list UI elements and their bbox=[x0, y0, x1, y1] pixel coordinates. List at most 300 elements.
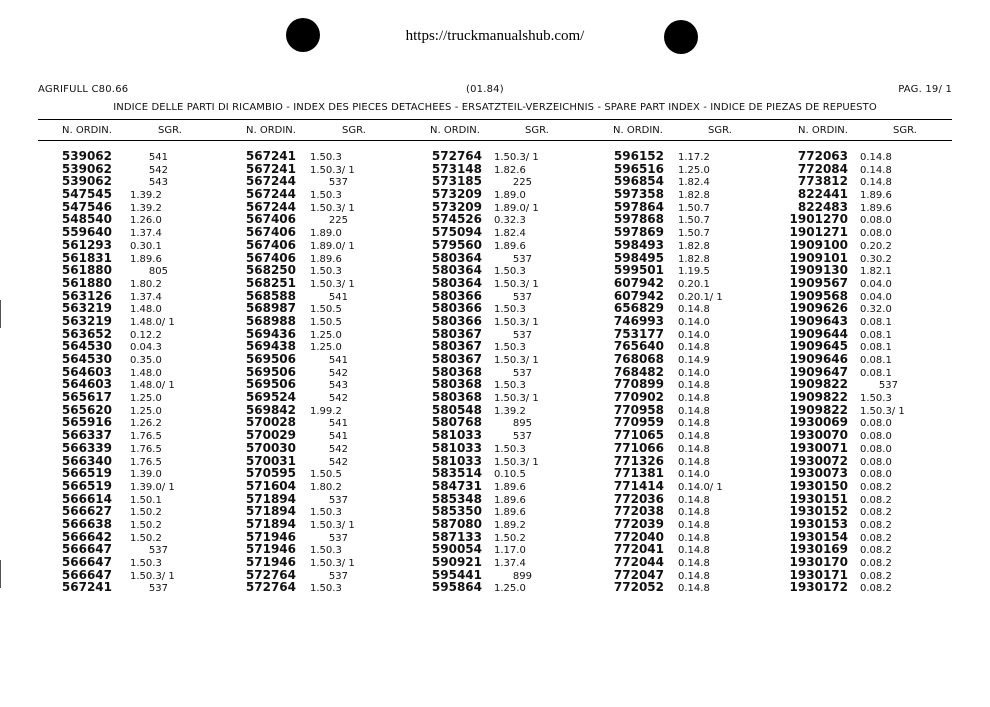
group-code: 1.50.5 bbox=[310, 304, 342, 316]
part-number: 570030 bbox=[245, 440, 296, 455]
part-number: 566638 bbox=[61, 516, 112, 531]
part-number: 772036 bbox=[613, 491, 664, 506]
group-code: 1.39.2 bbox=[130, 202, 162, 214]
group-code: 805 bbox=[148, 266, 168, 278]
part-number: 583514 bbox=[431, 466, 482, 481]
group-code: 1.99.2 bbox=[310, 405, 342, 417]
part-number: 596854 bbox=[613, 174, 664, 189]
table-row bbox=[48, 212, 200, 225]
table-row bbox=[224, 162, 396, 175]
part-number: 580366 bbox=[431, 301, 482, 316]
part-number: 569506 bbox=[245, 377, 296, 392]
table-row bbox=[770, 390, 930, 403]
part-number: 580768 bbox=[431, 415, 482, 430]
part-number: 580364 bbox=[431, 263, 482, 278]
group-code: 1.50.3/ 1 bbox=[310, 558, 355, 569]
group-code: 1.82.8 bbox=[678, 190, 710, 202]
table-row bbox=[770, 352, 930, 365]
part-number: 772047 bbox=[613, 567, 664, 582]
table-row bbox=[592, 479, 764, 492]
part-number: 1909822 bbox=[789, 377, 848, 392]
part-number: 1909645 bbox=[789, 339, 848, 354]
part-number: 564530 bbox=[61, 339, 112, 354]
part-number: 567244 bbox=[245, 187, 296, 202]
table-row bbox=[410, 149, 580, 162]
part-number: 1909646 bbox=[789, 352, 848, 366]
group-code: 1.50.3/ 1 bbox=[494, 278, 539, 290]
table-row bbox=[592, 276, 764, 289]
group-code: 1.50.1 bbox=[130, 494, 162, 506]
part-number: 571604 bbox=[245, 478, 296, 493]
part-number: 1909643 bbox=[789, 313, 848, 328]
table-row bbox=[48, 568, 200, 581]
part-number: 575094 bbox=[431, 225, 482, 240]
part-number: 568588 bbox=[245, 288, 296, 303]
table-row bbox=[592, 365, 764, 378]
part-number: 539062 bbox=[61, 161, 112, 176]
group-code: 1.48.0 bbox=[130, 367, 162, 379]
column-header-ordin: N. ORDIN. bbox=[798, 125, 848, 136]
group-code: 0.08.2 bbox=[860, 494, 892, 506]
table-row bbox=[592, 251, 764, 264]
group-code: 1.50.3 bbox=[494, 342, 526, 354]
group-code: 1.25.0 bbox=[310, 342, 342, 354]
group-code: 1.48.0/ 1 bbox=[130, 380, 175, 392]
part-number: 566519 bbox=[61, 478, 112, 493]
part-number: 571894 bbox=[245, 491, 296, 506]
group-code: 537 bbox=[148, 545, 168, 557]
table-row bbox=[592, 162, 764, 175]
table-row bbox=[48, 251, 200, 264]
group-code: 1.50.7 bbox=[678, 228, 710, 240]
table-row bbox=[48, 454, 200, 467]
table-row bbox=[592, 187, 764, 200]
part-number: 768482 bbox=[613, 364, 664, 379]
group-code: 0.08.2 bbox=[860, 532, 892, 544]
part-number: 571946 bbox=[245, 542, 296, 557]
part-number: 566642 bbox=[61, 529, 112, 544]
group-code: 541 bbox=[328, 418, 348, 430]
part-number: 595441 bbox=[431, 567, 482, 582]
group-code: 0.08.2 bbox=[860, 545, 892, 557]
table-row bbox=[410, 276, 580, 289]
group-code: 0.14.8 bbox=[678, 380, 710, 392]
group-code: 225 bbox=[328, 215, 348, 227]
table-row bbox=[770, 162, 930, 175]
group-code: 0.14.0 bbox=[678, 469, 710, 481]
table-row bbox=[48, 301, 200, 314]
table-row bbox=[410, 238, 580, 251]
table-row bbox=[410, 466, 580, 479]
table-row bbox=[592, 174, 764, 187]
table-row bbox=[224, 365, 396, 378]
group-code: 0.08.1 bbox=[860, 367, 892, 379]
table-row bbox=[770, 238, 930, 251]
part-number: 772063 bbox=[797, 149, 848, 163]
group-code: 1.50.5 bbox=[310, 469, 342, 481]
group-code: 537 bbox=[512, 253, 532, 265]
part-number: 563126 bbox=[61, 288, 112, 303]
part-number: 565620 bbox=[61, 402, 112, 417]
group-code: 1.25.0 bbox=[310, 329, 342, 341]
table-row bbox=[48, 238, 200, 251]
group-code: 0.08.1 bbox=[860, 342, 892, 354]
table-row bbox=[48, 555, 200, 568]
table-row bbox=[48, 441, 200, 454]
group-code: 1.17.2 bbox=[678, 152, 710, 163]
group-code: 1.50.3 bbox=[130, 558, 162, 569]
table-row bbox=[770, 555, 930, 568]
table-row bbox=[410, 314, 580, 327]
group-code: 225 bbox=[512, 177, 532, 189]
table-row bbox=[592, 568, 764, 581]
table-row bbox=[48, 339, 200, 352]
group-code: 541 bbox=[148, 152, 168, 163]
group-code: 1.50.3/ 1 bbox=[310, 519, 355, 531]
part-number: 772084 bbox=[797, 161, 848, 176]
margin-mark bbox=[0, 300, 1, 328]
part-number: 581033 bbox=[431, 453, 482, 468]
part-number: 568987 bbox=[245, 301, 296, 316]
part-number: 570029 bbox=[245, 428, 296, 443]
table-row bbox=[48, 492, 200, 505]
part-number: 1930070 bbox=[789, 428, 848, 443]
table-row bbox=[770, 365, 930, 378]
table-row bbox=[410, 390, 580, 403]
part-number: 580368 bbox=[431, 390, 482, 405]
group-code: 543 bbox=[148, 177, 168, 189]
table-row bbox=[48, 428, 200, 441]
part-number: 580548 bbox=[431, 402, 482, 417]
part-number: 565617 bbox=[61, 390, 112, 405]
group-code: 1.82.6 bbox=[494, 164, 526, 176]
part-number: 772044 bbox=[613, 555, 664, 569]
table-row bbox=[224, 327, 396, 340]
group-code: 1.89.6 bbox=[494, 240, 526, 252]
table-row bbox=[592, 580, 764, 593]
part-number: 770899 bbox=[613, 377, 664, 392]
table-row bbox=[592, 517, 764, 530]
part-number: 771414 bbox=[613, 478, 664, 493]
part-number: 1909822 bbox=[789, 390, 848, 405]
group-code: 0.14.8 bbox=[678, 443, 710, 455]
part-number: 581033 bbox=[431, 428, 482, 443]
table-row bbox=[592, 428, 764, 441]
part-number: 1930171 bbox=[789, 567, 848, 582]
group-code: 542 bbox=[328, 393, 348, 405]
table-row bbox=[410, 492, 580, 505]
group-code: 537 bbox=[878, 380, 898, 392]
table-row bbox=[770, 517, 930, 530]
table-row bbox=[410, 187, 580, 200]
table-row bbox=[770, 314, 930, 327]
table-row bbox=[592, 225, 764, 238]
table-row bbox=[48, 314, 200, 327]
table-row bbox=[48, 276, 200, 289]
part-number: 1930069 bbox=[789, 415, 848, 430]
table-row bbox=[770, 301, 930, 314]
group-code: 1.39.0 bbox=[130, 469, 162, 481]
group-code: 0.32.0 bbox=[860, 304, 892, 316]
part-number: 607942 bbox=[613, 275, 664, 290]
table-row bbox=[224, 428, 396, 441]
table-row bbox=[592, 492, 764, 505]
group-code: 0.08.2 bbox=[860, 507, 892, 519]
table-row bbox=[410, 263, 580, 276]
table-row bbox=[410, 517, 580, 530]
part-number: 1930071 bbox=[789, 440, 848, 455]
part-number: 599501 bbox=[613, 263, 664, 278]
group-code: 0.20.1 bbox=[678, 278, 710, 290]
table-row bbox=[48, 377, 200, 390]
part-number: 561293 bbox=[61, 237, 112, 252]
group-code: 1.89.6 bbox=[494, 494, 526, 506]
part-number: 746993 bbox=[613, 313, 664, 328]
column-header-sgr: SGR. bbox=[893, 125, 917, 136]
part-number: 567244 bbox=[245, 174, 296, 189]
table-row bbox=[770, 212, 930, 225]
part-number: 567241 bbox=[61, 580, 112, 595]
part-number: 569524 bbox=[245, 390, 296, 405]
table-row bbox=[410, 339, 580, 352]
part-number: 572764 bbox=[431, 149, 482, 163]
group-code: 0.14.8 bbox=[678, 583, 710, 595]
group-code: 0.14.8 bbox=[678, 545, 710, 557]
part-number: 547545 bbox=[61, 187, 112, 202]
part-number: 607942 bbox=[613, 288, 664, 303]
part-number: 566339 bbox=[61, 440, 112, 455]
group-code: 0.08.0 bbox=[860, 215, 892, 227]
group-code: 0.08.1 bbox=[860, 316, 892, 328]
index-column-1 bbox=[48, 149, 200, 593]
part-number: 596152 bbox=[613, 149, 664, 163]
group-code: 0.10.5 bbox=[494, 469, 526, 481]
group-code: 0.14.8 bbox=[678, 494, 710, 506]
group-code: 0.14.0 bbox=[678, 329, 710, 341]
group-code: 0.32.3 bbox=[494, 215, 526, 227]
part-number: 566647 bbox=[61, 542, 112, 557]
part-number: 656829 bbox=[613, 301, 664, 316]
part-number: 567241 bbox=[245, 149, 296, 163]
part-number: 573185 bbox=[431, 174, 482, 189]
table-row bbox=[410, 162, 580, 175]
part-number: 597868 bbox=[613, 212, 664, 227]
table-row bbox=[410, 428, 580, 441]
table-row bbox=[224, 251, 396, 264]
part-number: 569506 bbox=[245, 352, 296, 366]
part-number: 566647 bbox=[61, 567, 112, 582]
column-header-ordin: N. ORDIN. bbox=[430, 125, 480, 136]
group-code: 1.19.5 bbox=[678, 266, 710, 278]
group-code: 1.76.5 bbox=[130, 431, 162, 443]
table-row bbox=[48, 174, 200, 187]
group-code: 1.89.0/ 1 bbox=[494, 202, 539, 214]
group-code: 1.82.8 bbox=[678, 253, 710, 265]
part-number: 585348 bbox=[431, 491, 482, 506]
group-code: 0.08.2 bbox=[860, 481, 892, 493]
table-row bbox=[592, 504, 764, 517]
table-row bbox=[48, 289, 200, 302]
column-header-ordin: N. ORDIN. bbox=[62, 125, 112, 136]
table-row bbox=[48, 162, 200, 175]
group-code: 1.50.2 bbox=[130, 519, 162, 531]
table-row bbox=[592, 415, 764, 428]
table-row bbox=[224, 403, 396, 416]
group-code: 1.50.3 bbox=[494, 304, 526, 316]
column-header-sgr: SGR. bbox=[158, 125, 182, 136]
part-number: 587133 bbox=[431, 529, 482, 544]
table-row bbox=[770, 403, 930, 416]
group-code: 1.25.0 bbox=[494, 583, 526, 595]
table-row bbox=[224, 555, 396, 568]
group-code: 0.20.1/ 1 bbox=[678, 291, 723, 303]
table-row bbox=[592, 403, 764, 416]
table-row bbox=[770, 466, 930, 479]
table-row bbox=[592, 352, 764, 365]
part-number: 1930172 bbox=[789, 580, 848, 595]
table-row bbox=[48, 504, 200, 517]
part-number: 771066 bbox=[613, 440, 664, 455]
group-code: 541 bbox=[328, 355, 348, 366]
part-number: 1930150 bbox=[789, 478, 848, 493]
group-code: 1.50.3 bbox=[310, 266, 342, 278]
part-number: 570028 bbox=[245, 415, 296, 430]
group-code: 0.14.8 bbox=[678, 570, 710, 582]
group-code: 1.26.2 bbox=[130, 418, 162, 430]
group-code: 0.14.8 bbox=[678, 393, 710, 405]
table-row bbox=[770, 251, 930, 264]
part-number: 1930170 bbox=[789, 555, 848, 569]
table-row bbox=[592, 314, 764, 327]
group-code: 895 bbox=[512, 418, 532, 430]
table-row bbox=[770, 454, 930, 467]
index-column-5 bbox=[770, 149, 930, 593]
table-row bbox=[770, 174, 930, 187]
group-code: 1.50.3/ 1 bbox=[130, 570, 175, 582]
table-row bbox=[770, 428, 930, 441]
part-number: 566614 bbox=[61, 491, 112, 506]
table-row bbox=[48, 517, 200, 530]
part-number: 1930154 bbox=[789, 529, 848, 544]
part-number: 1930169 bbox=[789, 542, 848, 557]
group-code: 1.80.2 bbox=[310, 481, 342, 493]
group-code: 542 bbox=[148, 164, 168, 176]
table-row bbox=[224, 441, 396, 454]
part-number: 569506 bbox=[245, 364, 296, 379]
group-code: 1.39.2 bbox=[130, 190, 162, 202]
group-code: 0.30.1 bbox=[130, 240, 162, 252]
table-row bbox=[224, 225, 396, 238]
group-code: 1.50.3/ 1 bbox=[494, 152, 539, 163]
part-number: 539062 bbox=[61, 149, 112, 163]
part-number: 567406 bbox=[245, 225, 296, 240]
group-code: 1.89.6 bbox=[860, 202, 892, 214]
part-number: 771326 bbox=[613, 453, 664, 468]
part-number: 590054 bbox=[431, 542, 482, 557]
group-code: 0.08.0 bbox=[860, 456, 892, 468]
table-row bbox=[224, 517, 396, 530]
part-number: 571946 bbox=[245, 529, 296, 544]
group-code: 537 bbox=[512, 329, 532, 341]
part-number: 1909644 bbox=[789, 326, 848, 341]
table-row bbox=[770, 149, 930, 162]
table-row bbox=[410, 479, 580, 492]
group-code: 1.82.1 bbox=[860, 266, 892, 278]
group-code: 0.14.8 bbox=[678, 304, 710, 316]
group-code: 0.35.0 bbox=[130, 355, 162, 366]
group-code: 1.50.3/ 1 bbox=[494, 355, 539, 366]
source-url[interactable]: https://truckmanualshub.com/ bbox=[405, 28, 585, 44]
table-row bbox=[592, 454, 764, 467]
table-row bbox=[410, 225, 580, 238]
part-number: 574526 bbox=[431, 212, 482, 227]
part-number: 570031 bbox=[245, 453, 296, 468]
part-number: 1930153 bbox=[789, 516, 848, 531]
part-number: 547546 bbox=[61, 199, 112, 214]
part-number: 580367 bbox=[431, 339, 482, 354]
part-number: 572764 bbox=[245, 567, 296, 582]
group-code: 541 bbox=[328, 431, 348, 443]
group-code: 0.14.8 bbox=[860, 164, 892, 176]
group-code: 0.14.8 bbox=[678, 532, 710, 544]
group-code: 1.50.3 bbox=[494, 443, 526, 455]
group-code: 1.50.3 bbox=[494, 380, 526, 392]
part-number: 566340 bbox=[61, 453, 112, 468]
group-code: 1.25.0 bbox=[130, 405, 162, 417]
table-row bbox=[770, 327, 930, 340]
part-number: 1909626 bbox=[789, 301, 848, 316]
part-number: 567406 bbox=[245, 212, 296, 227]
part-number: 1930072 bbox=[789, 453, 848, 468]
group-code: 1.50.3 bbox=[310, 507, 342, 519]
table-row bbox=[224, 542, 396, 555]
part-number: 564603 bbox=[61, 364, 112, 379]
part-number: 568988 bbox=[245, 313, 296, 328]
table-row bbox=[770, 504, 930, 517]
table-row bbox=[48, 466, 200, 479]
part-number: 771381 bbox=[613, 466, 664, 481]
table-row bbox=[592, 238, 764, 251]
table-row bbox=[770, 542, 930, 555]
part-number: 564530 bbox=[61, 352, 112, 366]
group-code: 1.25.0 bbox=[130, 393, 162, 405]
group-code: 537 bbox=[328, 532, 348, 544]
group-code: 1.76.5 bbox=[130, 456, 162, 468]
part-number: 566647 bbox=[61, 555, 112, 569]
part-number: 569438 bbox=[245, 339, 296, 354]
part-number: 563652 bbox=[61, 326, 112, 341]
table-row bbox=[770, 568, 930, 581]
header-rule-top bbox=[38, 119, 952, 120]
part-number: 598495 bbox=[613, 250, 664, 265]
group-code: 0.14.0/ 1 bbox=[678, 481, 723, 493]
group-code: 0.14.8 bbox=[678, 342, 710, 354]
part-number: 1909130 bbox=[789, 263, 848, 278]
part-number: 580368 bbox=[431, 377, 482, 392]
group-code: 1.76.5 bbox=[130, 443, 162, 455]
part-number: 765640 bbox=[613, 339, 664, 354]
group-code: 0.08.0 bbox=[860, 469, 892, 481]
table-row bbox=[224, 390, 396, 403]
table-row bbox=[592, 555, 764, 568]
part-number: 1909647 bbox=[789, 364, 848, 379]
group-code: 0.14.8 bbox=[678, 507, 710, 519]
table-row bbox=[770, 200, 930, 213]
table-row bbox=[592, 212, 764, 225]
group-code: 1.89.6 bbox=[860, 190, 892, 202]
table-row bbox=[410, 530, 580, 543]
part-number: 1930073 bbox=[789, 466, 848, 481]
